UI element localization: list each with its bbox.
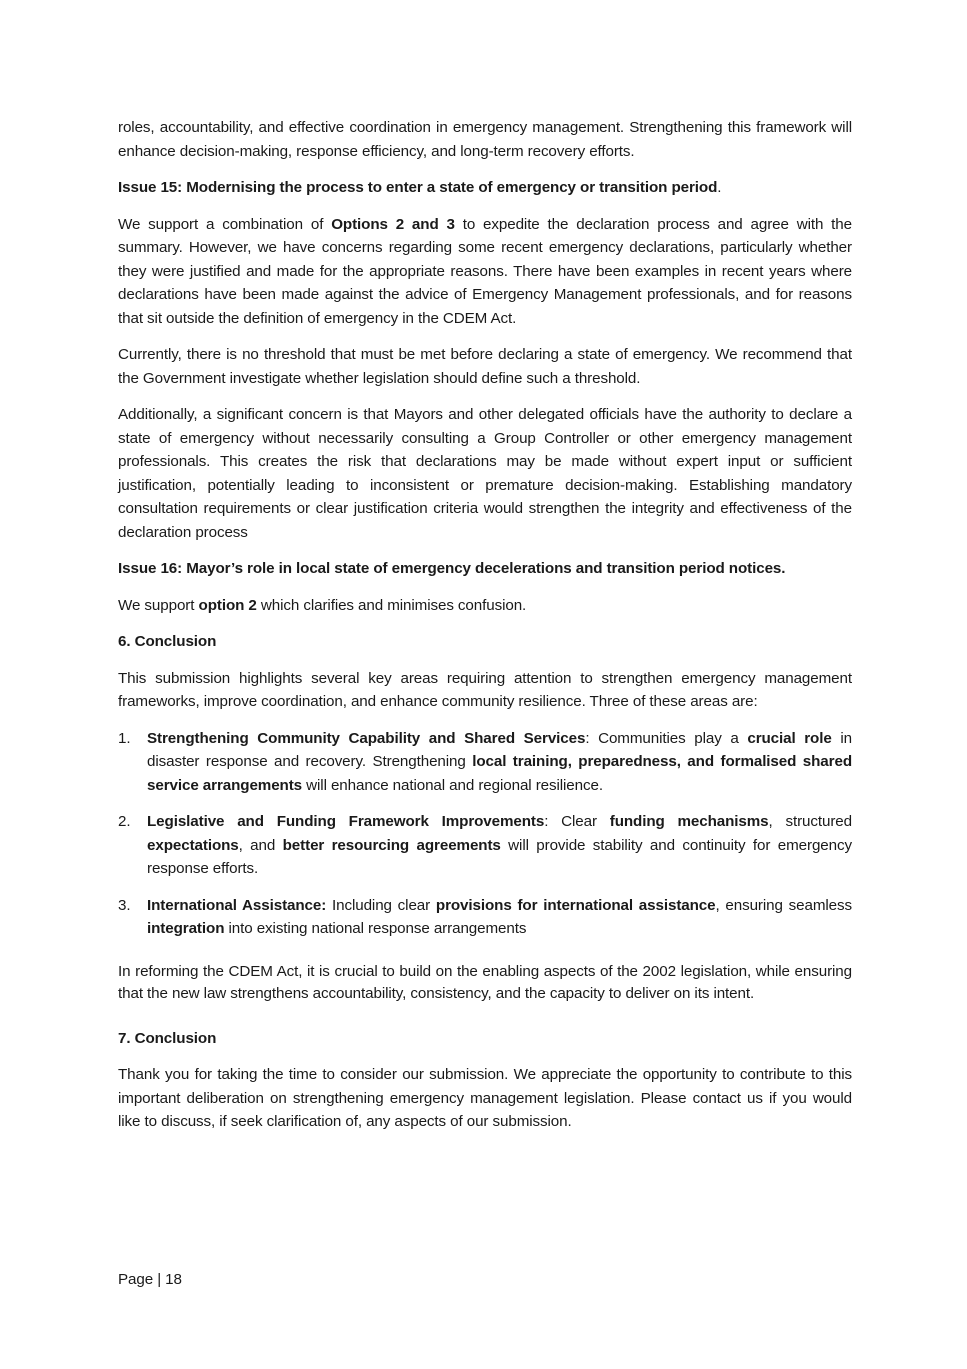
section-6-closing: In reforming the CDEM Act, it is crucial to build on the enabling aspects of the 2002 legislation, while ensuring that the new law strengthens accountability, consistency, and the capacity to deliver on its intent. <box>118 962 852 1002</box>
page-number: Page | 18 <box>118 1271 182 1288</box>
section-7-paragraph: Thank you for taking the time to consider our submission. We appreciate the opportunity to contribute to this important deliberation on strengthening emergency management legislation. Please contact us if you would like to discuss, if seek clarification of, any aspects of our submission. <box>118 1066 852 1130</box>
issue-15-heading: Issue 15: Modernising the process to enter a state of emergency or transition period. <box>118 179 722 196</box>
paragraph-continuation: roles, accountability, and effective coordination in emergency management. Strengthening this framework will enhance decision-making, response efficiency, and long-term recovery efforts. <box>118 119 852 160</box>
page-content <box>118 116 852 1147</box>
section-7-heading: 7. Conclusion <box>118 1029 217 1047</box>
section-6-heading: 6. Conclusion <box>118 633 217 650</box>
issue-15-paragraph-1: We support a combination of Options 2 and 3 to expedite the declaration process and agree with the summary. However, we have concerns regarding some recent emergency declarations, particularly whether they were justified and made for the appropriate reasons. There have been examples in recent years where declarations have been made against the advice of Emergency Management professionals, and for reasons that sit outside the definition of emergency in the CDEM Act. <box>118 215 852 327</box>
list-item: 1. Strengthening Community Capability and Shared Services: Communities play a crucial role in disaster response and recovery. Strengthening local training, preparedness, and formalised shared service arrangements will enhance national and regional resilience. <box>118 729 852 794</box>
issue-15-paragraph-2: Currently, there is no threshold that must be met before declaring a state of emergency. We recommend that the Government investigate whether legislation should define such a threshold. <box>118 346 852 387</box>
issue-16-heading: Issue 16: Mayor’s role in local state of emergency decelerations and transition period notices. <box>118 560 786 577</box>
list-item: 3. International Assistance: Including clear provisions for international assistance, ensuring seamless integration into existing national response arrangements <box>118 896 852 937</box>
issue-15-paragraph-3: Additionally, a significant concern is that Mayors and other delegated officials have the authority to declare a state of emergency without necessarily consulting a Group Controller or other emergency management professionals. This creates the risk that declarations may be made without expert input or sufficient justification, potentially leading to inconsistent or premature decision-making. Establishing mandatory consultation requirements or clear justification criteria would strengthen the integrity and effectiveness of the declaration process <box>118 406 852 541</box>
issue-16-paragraph: We support option 2 which clarifies and minimises confusion. <box>118 596 527 614</box>
list-item: 2. Legislative and Funding Framework Improvements: Clear funding mechanisms, structured expectations, and better resourcing agreements will provide stability and continuity for emergency response efforts. <box>118 813 852 877</box>
key-areas-list <box>118 727 852 941</box>
section-6-intro: This submission highlights several key areas requiring attention to strengthen emergency management frameworks, improve coordination, and enhance community resilience. Three of these areas are: <box>118 669 852 710</box>
